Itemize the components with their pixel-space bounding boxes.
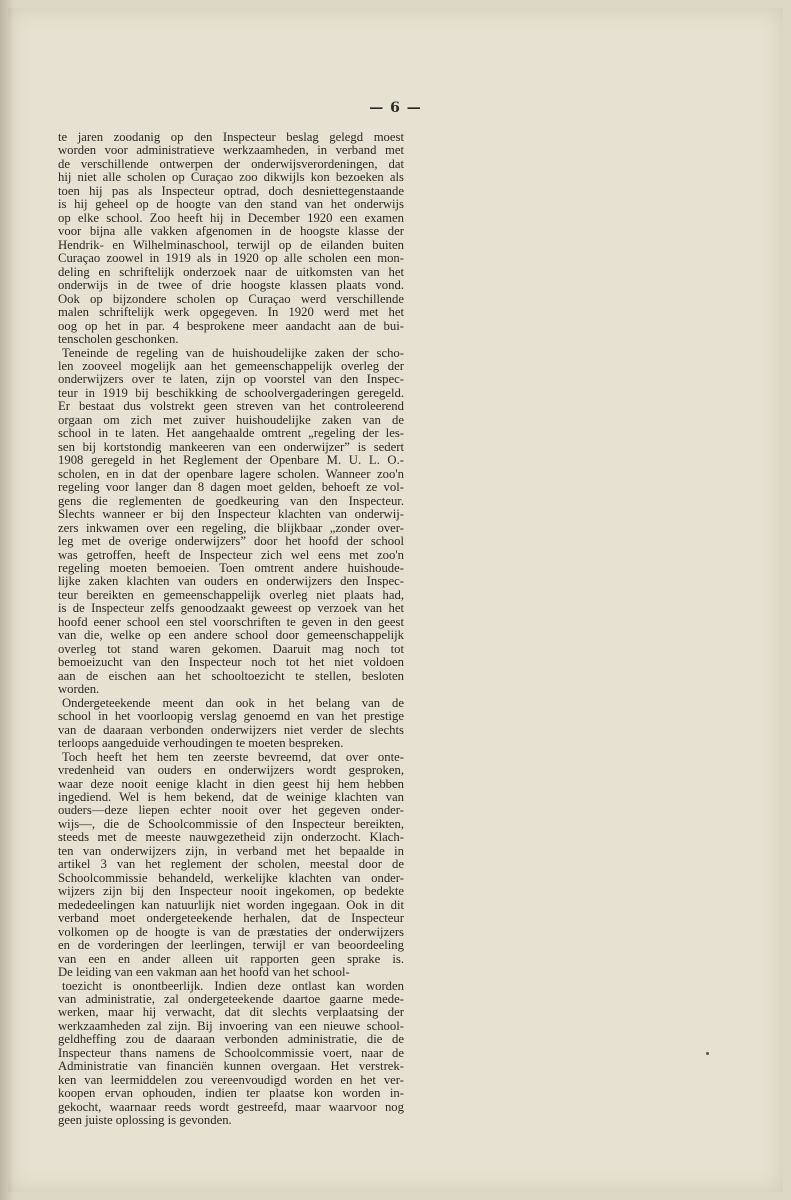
text-line: 1908 geregeld in het Reglement der Openbare M. U. L. O.- — [58, 454, 404, 468]
text-line: gens die reglementen de goedkeuring van den Inspecteur. — [58, 494, 404, 508]
text-line: steeds met de meeste nauwgezetheid zijn onderzocht. Klach- — [58, 831, 404, 845]
text-line: vredenheid van ouders en onderwijzers wordt gesproken, — [58, 764, 404, 778]
text-line: toezicht is onontbeerlijk. Indien deze ontlast kan worden — [62, 979, 404, 993]
text-line: ingediend. Wel is hem bekend, dat de weinige klachten van — [58, 790, 404, 804]
text-line: van administratie, zal ondergeteekende daartoe gaarne mede- — [58, 993, 404, 1006]
text-line: overleg tot stand waren gekomen. Daaruit mag noch tot — [58, 642, 404, 656]
text-line: Hendrik- en Wilhelminaschool, terwijl op de eilanden buiten — [58, 238, 404, 252]
text-line: Administratie van financiën kunnen overgaan. Het verstrek- — [58, 1060, 404, 1074]
text-line: worden. — [58, 683, 100, 697]
text-line: school in het voorloopig verslag genoemd en van het prestige — [58, 710, 404, 724]
text-line: geldheffing zou de daaraan verbonden administratie, die de — [58, 1033, 404, 1047]
page-number: — 6 — — [369, 100, 422, 116]
text-line: regeling moeten bemoeien. Toen omtrent andere huishoude- — [58, 562, 404, 575]
text-line: tenscholen geschonken. — [58, 333, 179, 347]
text-line: koopen ervan ophouden, indien ter plaatse kon worden in- — [58, 1087, 404, 1101]
text-line: artikel 3 van het reglement der scholen, meestal door de — [58, 858, 404, 872]
text-line: van de daaraan verbonden onderwijzers niet verder de slechts — [58, 723, 404, 737]
text-line: de verschillende ontwerpen der onderwijsverordeningen, dat — [58, 157, 404, 171]
text-line: Schoolcommissie behandeld, werkelijke klachten van onder- — [58, 871, 404, 885]
text-line: Toch heeft het hem ten zeerste bevreemd, dat over onte- — [62, 750, 404, 764]
text-line: is hij geheel op de hoogte van den stand van het onderwijs — [58, 198, 404, 212]
text-line: bemoeizucht van den Inspecteur noch tot het niet voldoen — [58, 656, 404, 670]
text-line: oog op het in par. 4 besprokene meer aandacht aan de bui- — [58, 319, 404, 333]
binding-edge-shadow — [0, 0, 14, 1200]
text-line: Slechts wanneer er bij den Inspecteur klachten van onderwij- — [58, 508, 404, 522]
text-line: sen bij kortstondig mankeeren van een onderwijzer” is sedert — [58, 440, 404, 454]
text-line: lijke zaken klachten van ouders en onderwijzers den Inspec- — [58, 575, 404, 589]
text-line: teur bereikten en gemeenschappelijk overleg niet plaats had, — [58, 588, 404, 602]
text-line: te jaren zoodanig op den Inspecteur beslag gelegd moest — [58, 131, 404, 144]
text-line: op elke school. Zoo heeft hij in December 1920 een examen — [58, 211, 404, 225]
text-line: ten van onderwijzers zijn, in verband met het bepaalde in — [58, 844, 404, 858]
text-line: toen hij pas als Inspecteur optrad, doch desniettegenstaande — [58, 184, 404, 198]
text-line: leg met de overige onderwijzers” door het hoofd der school — [58, 535, 404, 549]
text-line: onderwijzers over te laten, zijn op voorstel van den Inspec- — [58, 373, 404, 387]
text-line: scholen, en in dat der openbare lagere scholen. Wanneer zoo'n — [58, 467, 404, 481]
text-line: malen schriftelijk werk opgegeven. In 1920 werd met het — [58, 306, 404, 320]
text-line: Inspecteur thans namens de Schoolcommissie voert, naar de — [58, 1046, 404, 1060]
text-line: worden voor administratieve werkzaamheden, in verband met — [58, 144, 404, 158]
text-line: school in te laten. Het aangehaalde omtrent „regeling der les- — [58, 427, 404, 441]
text-line: hij niet alle scholen op Curaçao zoo dikwijls kon bezoeken als — [58, 171, 404, 185]
paper-speck — [706, 1052, 709, 1055]
text-line: len zooveel mogelijk aan het gemeenschappelijk overleg der — [58, 359, 404, 373]
text-line: geen juiste oplossing is gevonden. — [58, 1114, 232, 1128]
text-line: voor bijna alle vakken afgenomen in de hoogste klasse der — [58, 225, 404, 239]
text-line: Teneinde de regeling van de huishoudelijke zaken der scho- — [62, 346, 404, 360]
text-line: verband moet ondergeteekende herhalen, dat de Inspecteur — [58, 912, 404, 926]
text-line: hoofd eener school een stel voorschriften te geven in den geest — [58, 615, 404, 629]
text-line: wijzers zijn bij den Inspecteur nooit ingekomen, op bedekte — [58, 885, 404, 899]
text-line: mededeelingen kan natuurlijk niet worden ingegaan. Ook in dit — [58, 898, 404, 912]
text-line: werkzaamheden zal zijn. Bij invoering van een nieuwe school- — [58, 1019, 404, 1033]
text-line: zers inkwamen over een regeling, die blijkbaar „zonder over- — [58, 521, 404, 535]
text-line: van die, welke op een andere school door gemeenschappelijk — [58, 629, 404, 643]
text-line: werken, maar hij verwacht, dat dit slechts verplaatsing der — [58, 1006, 404, 1020]
text-line: Ondergeteekende meent dan ook in het belang van de — [62, 696, 404, 710]
text-line: regeling voor langer dan 8 dagen moet gelden, behoeft ze vol- — [58, 481, 404, 495]
text-line: en de vorderingen der leerlingen, terwijl er van beoordeeling — [58, 939, 404, 953]
text-line: orgaan om zich met zuiver huishoudelijke zaken van de — [58, 413, 404, 427]
text-line: onderwijs in de twee of drie hoogste klassen plaats vond. — [58, 279, 404, 293]
text-line: terloops aangeduide verhoudingen te moeten bespreken. — [58, 737, 344, 751]
text-line: wijs—, die de Schoolcommissie of den Inspecteur bereikten, — [58, 817, 404, 831]
text-line: Er bestaat dus volstrekt geen streven van het controleerend — [58, 400, 404, 414]
text-line: ken van leermiddelen zou vereenvoudigd worden en het ver- — [58, 1073, 404, 1087]
text-line: gekocht, waarnaar reeds wordt gestreefd, maar waarvoor nog — [58, 1100, 404, 1114]
text-line: is de Inspecteur zelfs genoodzaakt geweest op verzoek van het — [58, 602, 404, 616]
text-line: waar deze nooit eenige klacht in dien geest hij hem hebben — [58, 777, 404, 791]
text-line: was getroffen, heeft de Inspecteur zich wel eens met zoo'n — [58, 548, 404, 562]
text-line: ouders—deze liepen echter nooit over het gegeven onder- — [58, 804, 404, 818]
text-line: Ook op bijzondere scholen op Curaçao werd verschillende — [58, 292, 404, 306]
body-text — [58, 131, 404, 1128]
text-line: aan de eischen aan het schooltoezicht te stellen, besloten — [58, 669, 404, 683]
text-line: De leiding van een vakman aan het hoofd van het school- — [58, 966, 350, 980]
text-line: Curaçao zoowel in 1919 als in 1920 op alle scholen een mon- — [58, 252, 404, 266]
text-line: volkomen op de hoogte is van de præstaties der onderwijzers — [58, 925, 404, 939]
text-line: deling en schriftelijk onderzoek naar de uitkomsten van het — [58, 265, 404, 279]
text-line: van een en ander alleen uit rapporten geen sprake is. — [58, 952, 404, 966]
text-line: teur in 1919 bij beschikking de schoolvergaderingen geregeld. — [58, 386, 404, 400]
